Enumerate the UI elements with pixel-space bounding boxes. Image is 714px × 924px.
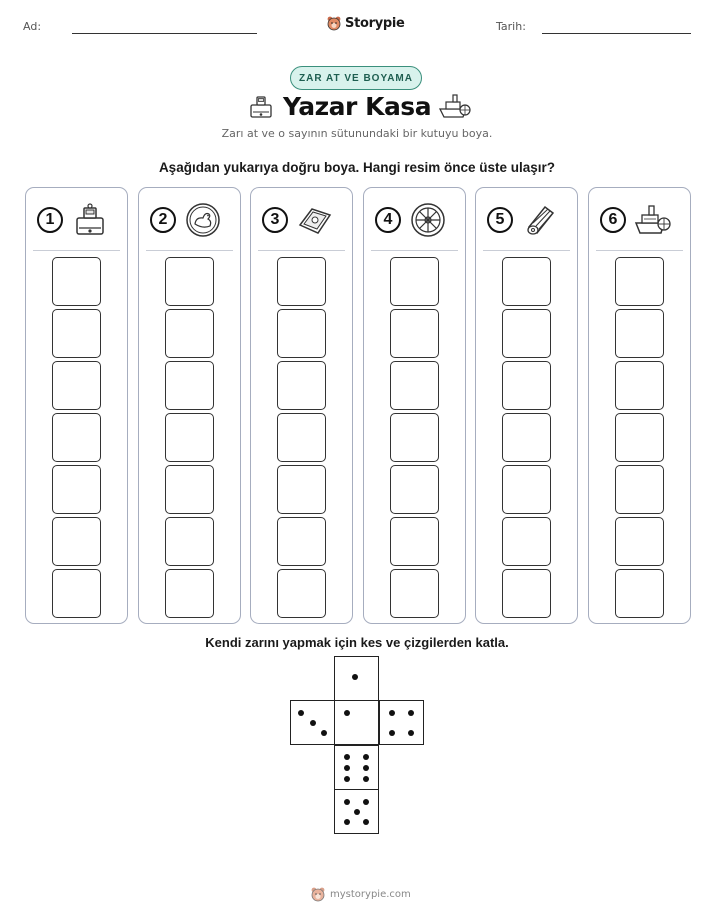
color-cell[interactable] (277, 413, 326, 462)
column-2 (138, 187, 241, 624)
column-number: 3 (262, 207, 288, 233)
dice-instruction: Kendi zarını yapmak için kes ve çizgilerden katla. (205, 635, 509, 650)
duck-coin-icon (184, 201, 222, 239)
dice-pip (363, 819, 369, 825)
dice-pip (408, 730, 414, 736)
dice-pip (321, 730, 327, 736)
dice-face-top (334, 656, 379, 701)
date-label: Tarih: (496, 20, 526, 33)
color-cell[interactable] (52, 309, 101, 358)
color-cell[interactable] (615, 517, 664, 566)
color-cell[interactable] (390, 569, 439, 618)
column-3 (250, 187, 353, 624)
color-cell[interactable] (165, 361, 214, 410)
dice-pip (310, 720, 316, 726)
cash-register-icon (71, 201, 109, 239)
column-5 (475, 187, 578, 624)
color-cell[interactable] (165, 569, 214, 618)
dice-pip (344, 776, 350, 782)
footer (310, 886, 411, 902)
brand-name: Storypie (345, 15, 405, 31)
dice-pip (352, 674, 358, 680)
color-cell[interactable] (277, 517, 326, 566)
dice-face-bottom (334, 789, 379, 834)
column-1 (25, 187, 128, 624)
dice-face-right (379, 700, 424, 745)
color-cell[interactable] (615, 569, 664, 618)
dice-face-lower (334, 745, 379, 790)
banknote-tray-icon (296, 201, 334, 239)
color-cell[interactable] (52, 257, 101, 306)
color-cell[interactable] (615, 257, 664, 306)
steamboat-icon (438, 92, 472, 120)
dice-pip (363, 765, 369, 771)
page-title: Yazar Kasa (282, 92, 432, 121)
color-cell[interactable] (502, 517, 551, 566)
column-4 (363, 187, 466, 624)
color-cell[interactable] (52, 413, 101, 462)
name-field-line[interactable] (72, 33, 257, 34)
color-cell[interactable] (165, 257, 214, 306)
dice-pip (298, 710, 304, 716)
column-divider (371, 250, 458, 251)
color-cell[interactable] (165, 517, 214, 566)
dice-pip (344, 819, 350, 825)
color-cell[interactable] (390, 465, 439, 514)
column-number: 5 (487, 207, 513, 233)
column-number: 1 (37, 207, 63, 233)
color-cell[interactable] (615, 413, 664, 462)
color-cell[interactable] (615, 309, 664, 358)
color-cell[interactable] (502, 361, 551, 410)
color-cell[interactable] (502, 257, 551, 306)
color-cell[interactable] (165, 309, 214, 358)
dice-pip (389, 710, 395, 716)
column-divider (483, 250, 570, 251)
dice-pip (344, 754, 350, 760)
column-divider (596, 250, 683, 251)
color-cell[interactable] (165, 465, 214, 514)
dice-pip (344, 765, 350, 771)
footer-site-link[interactable]: mystorypie.com (330, 888, 411, 900)
column-number: 6 (600, 207, 626, 233)
color-cell[interactable] (615, 465, 664, 514)
color-cell[interactable] (615, 361, 664, 410)
dice-pip (363, 776, 369, 782)
wheel-icon (409, 201, 447, 239)
date-field-line[interactable] (542, 33, 691, 34)
game-instruction: Aşağıdan yukarıya doğru boya. Hangi resim önce üste ulaşır? (158, 160, 556, 175)
bear-logo-icon (326, 15, 342, 31)
dice-pip (408, 710, 414, 716)
color-cell[interactable] (502, 413, 551, 462)
column-divider (33, 250, 120, 251)
color-cell[interactable] (390, 361, 439, 410)
steamboat-icon (634, 201, 672, 239)
bear-logo-icon (310, 886, 326, 902)
color-cell[interactable] (52, 517, 101, 566)
color-cell[interactable] (277, 309, 326, 358)
color-cell[interactable] (277, 465, 326, 514)
dice-face-left (290, 700, 335, 745)
column-number: 4 (375, 207, 401, 233)
color-cell[interactable] (52, 569, 101, 618)
name-label: Ad: (23, 20, 42, 33)
color-cell[interactable] (277, 361, 326, 410)
color-cell[interactable] (502, 569, 551, 618)
color-cell[interactable] (277, 257, 326, 306)
color-cell[interactable] (390, 309, 439, 358)
color-cell[interactable] (502, 465, 551, 514)
color-cell[interactable] (52, 465, 101, 514)
dice-pip (363, 754, 369, 760)
dice-pip (344, 799, 350, 805)
color-cell[interactable] (390, 413, 439, 462)
activity-badge: ZAR AT VE BOYAMA (290, 66, 422, 90)
column-divider (146, 250, 233, 251)
color-cell[interactable] (165, 413, 214, 462)
dice-pip (363, 799, 369, 805)
column-divider (258, 250, 345, 251)
column-number: 2 (150, 207, 176, 233)
page-subtitle: Zarı at ve o sayının sütunundaki bir kutuyu boya. (221, 127, 493, 140)
column-6 (588, 187, 691, 624)
color-cell[interactable] (390, 517, 439, 566)
dice-pip (344, 710, 350, 716)
brand-logo (326, 12, 405, 34)
color-cell[interactable] (277, 569, 326, 618)
dice-face-center (334, 700, 379, 745)
dice-pip (354, 809, 360, 815)
dice-pip (389, 730, 395, 736)
color-cell[interactable] (52, 361, 101, 410)
color-cell[interactable] (390, 257, 439, 306)
paper-roll-icon (521, 201, 559, 239)
color-cell[interactable] (502, 309, 551, 358)
